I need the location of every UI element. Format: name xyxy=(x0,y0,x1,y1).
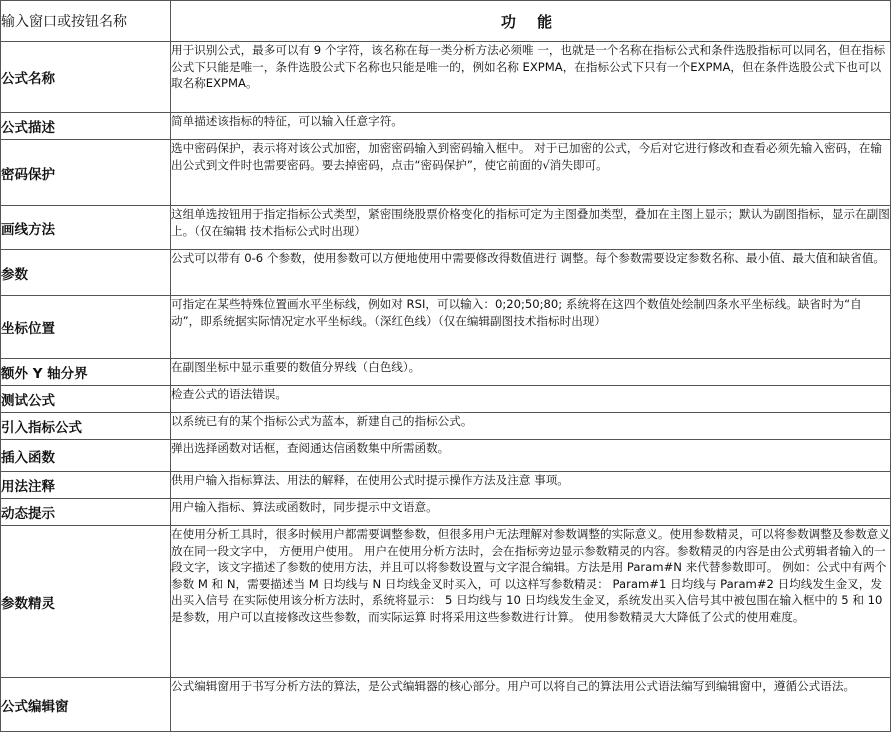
row-name: 参数 xyxy=(1,250,171,296)
table-row xyxy=(1,678,891,732)
row-description: 在副图坐标中显示重要的数值分界线（白色线）。 xyxy=(171,359,891,386)
row-description: 公式可以带有 0-6 个参数，使用参数可以方便地使用中需要修改得数值进行 调整。每个参数需要设定参数名称、最小值、最大值和缺省值。 xyxy=(171,250,891,296)
row-name: 用法注释 xyxy=(1,472,171,499)
table-row xyxy=(1,140,891,206)
table-row xyxy=(1,413,891,440)
row-description: 简单描述该指标的特征，可以输入任意字符。 xyxy=(171,113,891,140)
table-header-row xyxy=(1,1,891,42)
row-name: 测试公式 xyxy=(1,386,171,413)
row-description: 在使用分析工具时，很多时候用户都需要调整参数，但很多用户无法理解对参数调整的实际意义。使用参数精灵，可以将参数调整及参数意义放在同一段文字中， 方便用户使用。 用户在使用分析方法时，会在指标旁边显示参数精灵的内容。参数精灵的内容是由公式剪辑者输入的一段文字，该文字描述了参数的使用方法，并且可以将参数设置与文字混合编辑。方法是用 Param#N 来代替参数即可。 例如：公式中有两个参数 M 和 N，需要描述当 M 日均线与 N 日均线金叉时买入，可 以这样写参数精灵： Param#1 日均线与 Param#2 日均线发生金叉，发出买入信号 在实际使用该分析方法时，系统将显示： 5 日均线与 10 日均线发生金叉，系统发出买入信号其中被包围在输入框中的 5 和 10 是参数，用户可以直接修改这些参数，而实际运算 时将采用这些参数进行计算。 使用参数精灵大大降低了公式的使用难度。 xyxy=(171,526,891,678)
table-row xyxy=(1,296,891,359)
table-row xyxy=(1,386,891,413)
row-name: 画线方法 xyxy=(1,206,171,250)
row-name: 动态提示 xyxy=(1,499,171,526)
row-description: 公式编辑窗用于书写分析方法的算法，是公式编辑器的核心部分。用户可以将自己的算法用公式语法编写到编辑窗中，遵循公式语法。 xyxy=(171,678,891,732)
row-name: 公式名称 xyxy=(1,42,171,113)
table-row xyxy=(1,250,891,296)
row-description: 弹出选择函数对话框，查阅通达信函数集中所需函数。 xyxy=(171,440,891,472)
row-name: 公式描述 xyxy=(1,113,171,140)
table-row xyxy=(1,359,891,386)
row-description: 选中密码保护，表示将对该公式加密，加密密码输入到密码输入框中。 对于已加密的公式，今后对它进行修改和查看必须先输入密码，在输出公式到文件时也需要密码。要去掉密码，点击“密码保护”，使它前面的√消失即可。 xyxy=(171,140,891,206)
table-row xyxy=(1,499,891,526)
header-function-column: 功 能 xyxy=(171,1,891,42)
table-row xyxy=(1,113,891,140)
table-row xyxy=(1,472,891,499)
row-name: 引入指标公式 xyxy=(1,413,171,440)
row-name: 公式编辑窗 xyxy=(1,678,171,732)
row-name: 坐标位置 xyxy=(1,296,171,359)
row-description: 可指定在某些特殊位置画水平坐标线，例如对 RSI，可以输入：0;20;50;80; 系统将在这四个数值处绘制四条水平坐标线。缺省时为“自动”，即系统据实际情况定水平坐标线。（深红色线）（仅在编辑副图技术指标时出现） xyxy=(171,296,891,359)
row-name: 额外 Y 轴分界 xyxy=(1,359,171,386)
table-row xyxy=(1,526,891,678)
table-row xyxy=(1,42,891,113)
table-row xyxy=(1,440,891,472)
header-name-column: 输入窗口或按钮名称 xyxy=(1,1,171,42)
row-description: 用于识别公式，最多可以有 9 个字符，该名称在每一类分析方法必须唯 一，也就是一个名称在指标公式和条件选股指标可以同名，但在指标公式下只能是唯一，条件选股公式下名称也只能是唯一的，例如名称 EXPMA，在指标公式下只有一个EXPMA，但在条件选股公式下也可以取名称EXPMA。 xyxy=(171,42,891,113)
row-description: 这组单选按钮用于指定指标公式类型，紧密围绕股票价格变化的指标可定为主图叠加类型，叠加在主图上显示；默认为副图指标，显示在副图上。（仅在编辑 技术指标公式时出现） xyxy=(171,206,891,250)
table-row xyxy=(1,206,891,250)
row-name: 密码保护 xyxy=(1,140,171,206)
row-description: 供用户输入指标算法、用法的解释，在使用公式时提示操作方法及注意 事项。 xyxy=(171,472,891,499)
row-description: 检查公式的语法错误。 xyxy=(171,386,891,413)
row-description: 以系统已有的某个指标公式为蓝本，新建自己的指标公式。 xyxy=(171,413,891,440)
row-name: 参数精灵 xyxy=(1,526,171,678)
row-description: 用户输入指标、算法或函数时，同步提示中文语意。 xyxy=(171,499,891,526)
row-name: 插入函数 xyxy=(1,440,171,472)
